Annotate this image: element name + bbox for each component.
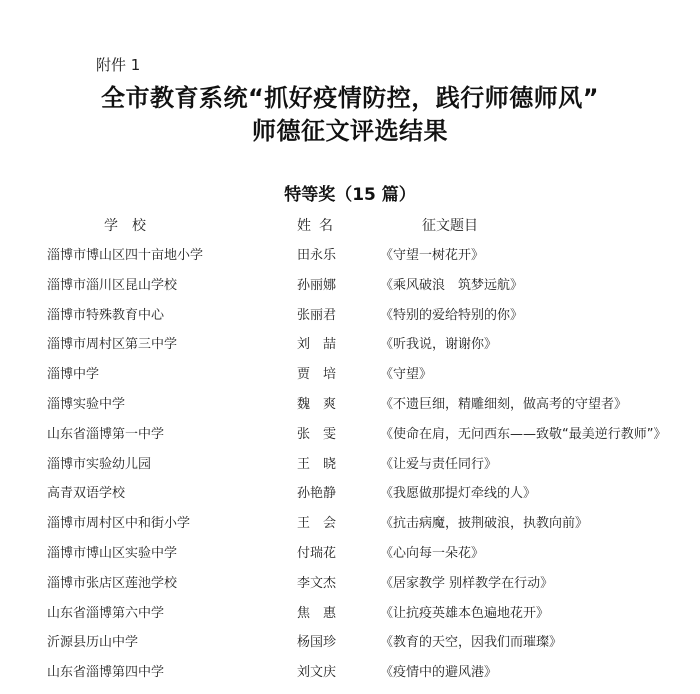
table-row — [0, 566, 700, 596]
topic-cell: 《听我说，谢谢你》 — [380, 337, 498, 353]
school-cell: 沂源县历山中学 — [47, 635, 139, 651]
table-row — [0, 327, 700, 357]
table-row — [0, 238, 700, 268]
table-row — [0, 625, 700, 655]
name-cell: 杨国珍 — [297, 635, 337, 651]
school-cell: 淄博市实验幼儿园 — [47, 456, 152, 472]
table-row — [0, 268, 700, 298]
section-title: 特等奖（15 篇） — [284, 185, 416, 205]
results-table — [0, 238, 700, 685]
table-row — [0, 536, 700, 566]
school-cell: 淄博市张店区莲池学校 — [47, 575, 178, 591]
school-cell: 淄博市周村区中和街小学 — [47, 516, 191, 532]
document-title-line1: 全市教育系统“抓好疫情防控，践行师德师风” — [100, 84, 600, 112]
name-cell: 付瑞花 — [297, 545, 337, 561]
name-cell: 刘 喆 — [297, 337, 337, 353]
topic-cell: 《使命在肩，无问西东——致敬“最美逆行教师”》 — [380, 426, 667, 442]
name-cell: 张 雯 — [297, 426, 337, 442]
name-cell: 魏 爽 — [297, 396, 337, 412]
school-cell: 山东省淄博第六中学 — [47, 605, 165, 621]
topic-cell: 《心向每一朵花》 — [380, 545, 485, 561]
table-row — [0, 506, 700, 536]
topic-cell: 《教育的天空，因我们而璀璨》 — [380, 635, 563, 651]
school-cell: 淄博实验中学 — [47, 396, 126, 412]
document-title-line2: 师德征文评选结果 — [252, 117, 448, 145]
table-row — [0, 298, 700, 328]
school-cell: 淄博市博山区四十亩地小学 — [47, 248, 204, 263]
topic-cell: 《疫情中的避风港》 — [380, 665, 498, 681]
topic-cell: 《让抗疫英雄本色遍地花开》 — [380, 605, 550, 621]
school-cell: 淄博市淄川区昆山学校 — [47, 277, 178, 293]
topic-cell: 《让爱与责任同行》 — [380, 456, 498, 472]
topic-cell: 《乘风破浪 筑梦远航》 — [380, 277, 524, 293]
topic-cell: 《居家教学 别样教学在行动》 — [380, 575, 554, 591]
name-cell: 孙丽娜 — [297, 277, 337, 293]
name-cell: 孙艳静 — [297, 486, 337, 502]
table-row — [0, 387, 700, 417]
table-row — [0, 596, 700, 626]
name-cell: 张丽君 — [297, 307, 337, 323]
table-row — [0, 417, 700, 447]
name-cell: 田永乐 — [297, 248, 337, 263]
topic-cell: 《抗击病魔，披荆破浪，执教向前》 — [380, 516, 589, 532]
name-cell: 贾 培 — [297, 367, 337, 383]
name-cell: 王 会 — [297, 516, 337, 532]
topic-cell: 《守望》 — [380, 367, 433, 383]
school-cell: 淄博市特殊教育中心 — [47, 307, 165, 323]
topic-cell: 《特别的爱给特别的你》 — [380, 307, 524, 323]
school-cell: 淄博市博山区实验中学 — [47, 545, 178, 561]
school-cell: 山东省淄博第四中学 — [47, 665, 165, 681]
name-cell: 刘文庆 — [297, 665, 337, 681]
column-header-topic: 征文题目 — [422, 218, 478, 234]
table-row — [0, 476, 700, 506]
name-cell: 焦 惠 — [297, 605, 337, 621]
table-row — [0, 447, 700, 477]
topic-cell: 《守望一树花开》 — [380, 248, 485, 263]
school-cell: 淄博市周村区第三中学 — [47, 337, 178, 353]
topic-cell: 《我愿做那提灯牵线的人》 — [380, 486, 537, 502]
school-cell: 淄博中学 — [47, 367, 100, 383]
name-cell: 王 晓 — [297, 456, 337, 472]
attachment-label: 附件 1 — [96, 56, 141, 74]
table-row — [0, 357, 700, 387]
school-cell: 山东省淄博第一中学 — [47, 426, 165, 442]
table-row — [0, 655, 700, 685]
topic-cell: 《不遗巨细，精雕细刻，做高考的守望者》 — [380, 396, 628, 412]
column-header-name: 姓名 — [297, 218, 341, 234]
school-cell: 高青双语学校 — [47, 486, 126, 502]
column-header-school: 学校 — [104, 218, 160, 234]
name-cell: 李文杰 — [297, 575, 337, 591]
